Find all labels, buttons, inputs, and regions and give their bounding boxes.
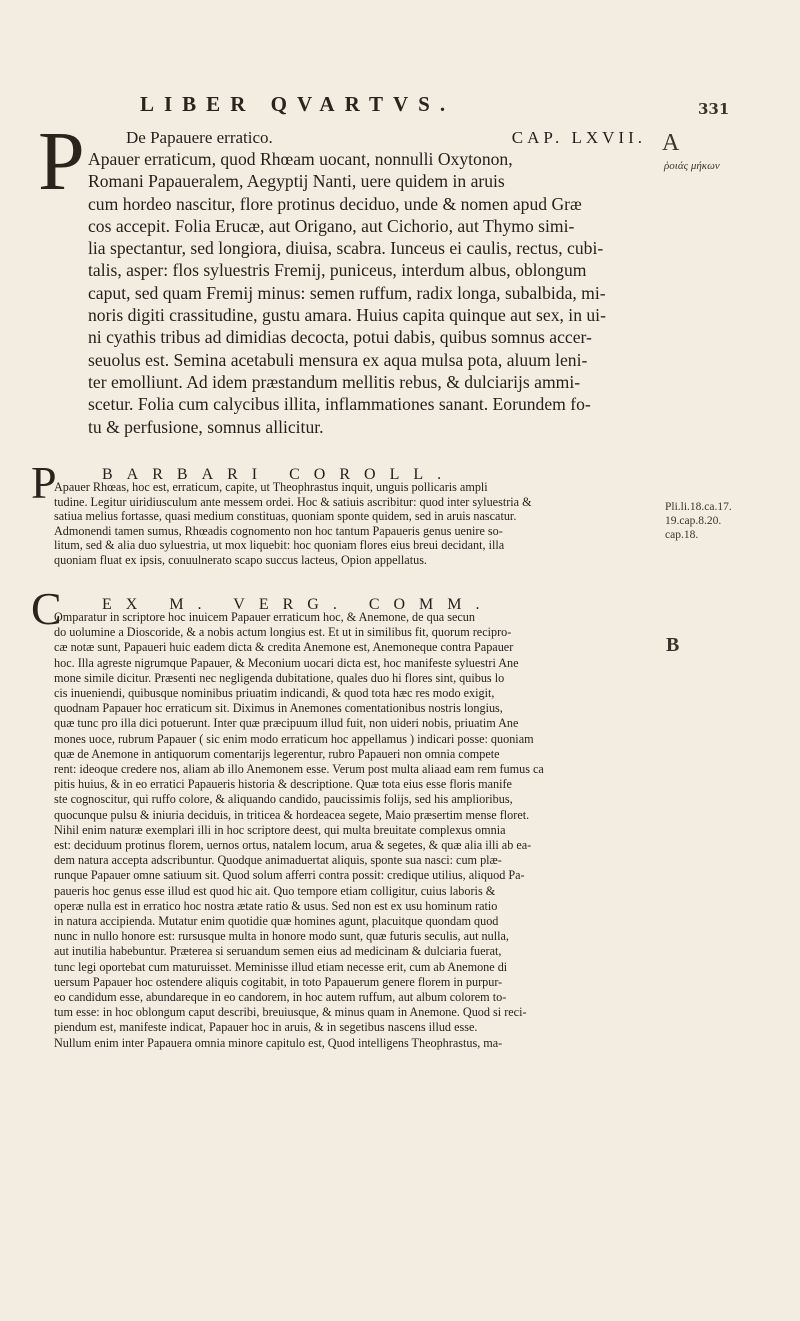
vergilius-line: paueris hoc genus esse illud est quod hic ait. Quo tempore etiam colligitur, cuius laboris & [54, 883, 496, 898]
chapter-section [28, 115, 650, 450]
vergilius-line: quæ de Anemone in antiquorum comentarijs legerentur, rubro Papaueri non omnia compete [54, 746, 500, 761]
chapter-line: lia spectantur, sed longiora, diuisa, scabra. Iunceus ei caulis, rectus, cubi- [88, 238, 604, 259]
vergilius-line: nunc in nullo honore est: rursusque multa in honore modo sunt, quæ futuris seculis, aut nulla, [54, 929, 509, 944]
chapter-line: scetur. Folia cum calycibus illita, inflammationes sanant. Eorundem fo- [88, 394, 591, 415]
barbari-line: litum, sed & alia duo syluestria, ut mox liquebit: hoc quoniam flores eius breui decidant, illa [54, 538, 505, 553]
chapter-number: CAP. LXVII. [511, 128, 646, 147]
vergilius-line: quocunque pulsu & iniuria deciduis, in triticea & hordeacea segete, Maio præsertim mense floret. [54, 807, 530, 822]
vergilius-line: est: deciduum protinus florem, uernos ortus, natalem locum, arua & segetes, & quæ alia illi ab ea- [54, 838, 532, 853]
vergilius-line: piendum est, manifeste indicat, Papauer hoc in aruis, & in segetibus nascens illud esse. [54, 1020, 478, 1035]
chapter-dropcap: P [38, 115, 85, 208]
barbari-line: Apauer Rhœas, hoc est, erraticum, capite, ut Theophrastus inquit, unguis pollicaris ampli [54, 480, 488, 494]
vergilius-line: quæ tunc pro illa dici potuerunt. Inter quæ præcipuum illud fuit, non uideri nobis, priuatim Ane [54, 716, 519, 731]
margin-ref: cap.18. [665, 529, 699, 541]
barbari-line: Admonendi tamen sumus, Rhœadis cognomento non hoc tantum Papaueris genus uenire so- [54, 523, 503, 538]
vergilius-line: runque Papauer omne satiuum sit. Quod solum afferri contra possit: credique utilius, aliquod Pa- [54, 868, 525, 883]
chapter-title: De Papauere erratico. [126, 128, 273, 147]
vergilius-line: do uolumine a Dioscoride, & a nobis actum longius est. Et ut in similibus fit, quorum recipro- [54, 625, 512, 640]
vergilius-line: Nullum enim inter Papauera omnia minore capitulo est, Quod intelligens Theophrastus, ma- [54, 1035, 503, 1050]
vergilius-line: in natura accipienda. Mutatur enim quotidie quæ homines agunt, placuitque quondam quod [54, 914, 499, 929]
vergilius-line: Nihil enim naturæ exemplari illi in hoc scriptore deest, qui multa breuitate complexus omnia [54, 822, 506, 837]
chapter-line: Apauer erraticum, quod Rhœam uocant, nonnulli Oxytonon, [88, 149, 513, 169]
vergilius-body [54, 610, 654, 1051]
vergilius-line: aut inutilia habebuntur. Præterea si seruandum semen eius ad medicinam & dulciaria fuerat, [54, 944, 502, 959]
vergilius-heading: EX M. VERG. COMM. [102, 596, 494, 613]
vergilius-line: tum esse: in hoc oblongum caput describi, breuiusque, & minus quam in Anemone. Quod si reci- [54, 1005, 527, 1020]
vergilius-line: tunc legi oportebat cum maturuisset. Meminisse illud etiam necesse erit, cum ab Anemone di [54, 959, 508, 974]
vergilius-line: eo candidum esse, abundareque in eo candorem, in hoc autem ruffum, aut album colorem to- [54, 990, 507, 1005]
margin-letter-b: B [666, 634, 680, 656]
vergilius-line: operæ nulla est in erratico hoc nostra ætate ratio & usus. Sed non est ex usu hominum ratio [54, 898, 498, 913]
barbari-dropcap: P [31, 457, 57, 508]
margin-letter-a: A [662, 130, 680, 156]
barbari-line: quoniam fluat ex ipsis, conuulnerato scapo succus lacteus, Opion appellatus. [54, 552, 427, 567]
commentary-vergilius [28, 583, 650, 1296]
barbari-heading: BARBARI COROLL. [102, 466, 456, 483]
chapter-heading [126, 128, 646, 148]
barbari-line: tudine. Legitur uiridiusculum ante messem ordei. Hoc & satiuis ascribitur: quod inter syluestria & [54, 494, 532, 509]
vergilius-line: hoc. Illa agreste nigrumque Papauer, & Meconium uocari dicta est, hoc manifeste syluestri Ane [54, 655, 519, 670]
vergilius-line: rent: ideoque credere nos, aliam ab illo Anemonem esse. Verum post multa aliaad eam rem fumus ca [54, 762, 544, 777]
margin-references [665, 500, 732, 542]
margin-ref: Pli.li.18.ca.17. [665, 501, 732, 513]
chapter-line: Romani Papaueralem, Aegyptij Nanti, uere quidem in aruis [88, 171, 505, 192]
commentary-barbari [28, 457, 650, 594]
chapter-line: seuolus est. Semina acetabuli mensura ex aqua mulsa pota, aluum leni- [88, 349, 588, 370]
chapter-line: tu & perfusione, somnus allicitur. [88, 416, 324, 437]
chapter-line: talis, asper: flos syluestris Fremij, puniceus, interdum albus, oblongum [88, 260, 587, 281]
margin-greek-note: ῥοιάς μήκων [664, 160, 720, 172]
chapter-body [88, 148, 650, 438]
vergilius-dropcap: C [31, 583, 62, 634]
chapter-line: ter emolliunt. Ad idem præstandum mellitis rebus, & dulciarijs ammi- [88, 371, 581, 392]
vergilius-line: cæ notæ sunt, Papaueri huic eadem dicta & credita Anemone est, Anemoneque contra Papauer [54, 640, 514, 655]
vergilius-line: mone simile dicitur. Præsenti nec negligenda dubitatione, quales duo hi flores sint, quibus lo [54, 670, 505, 685]
vergilius-line: Omparatur in scriptore hoc inuicem Papauer erraticum hoc, & Anemone, de qua secun [54, 610, 475, 624]
vergilius-line: ste cognoscitur, qui ruffo colore, & aliquando candido, paucissimis folijs, sed his amplioribus, [54, 792, 513, 807]
folio-number: 331 [698, 100, 730, 118]
chapter-line: ni cyathis tribus ad dimidias decocta, potui dabis, quibus somnus accer- [88, 327, 592, 348]
vergilius-line: uersum Papauer hoc ostendere aliquis cogitabit, in toto Papauerum genere florem in purpur- [54, 974, 503, 989]
margin-ref: 19.cap.8.20. [665, 515, 722, 527]
chapter-line: caput, sed quam Fremij minus: semen ruffum, radix longa, subalbida, mi- [88, 282, 606, 303]
vergilius-line: pitis huius, & in eo erratici Papaueris historia & descriptione. Quæ tota eius esse floris manife [54, 777, 512, 792]
vergilius-line: mones uoce, rubrum Papauer ( sic enim modo erraticum hoc appellamus ) indicari posse: quoniam [54, 731, 534, 746]
barbari-line: satiua melius fortasse, quasi medium constituas, quoniam sponte quidem, sed in aruis nascatur. [54, 509, 517, 524]
vergilius-line: cis inueniendi, quibusque nominibus priuatim indicandi, & quod tota hæc res modo exigit, [54, 686, 495, 701]
chapter-line: cos accepit. Folia Erucæ, aut Origano, aut Cichorio, aut Thymo simi- [88, 215, 575, 236]
vergilius-line: quodnam Papauer hoc erraticum sit. Diximus in Anemones comentationibus nostris longius, [54, 701, 503, 716]
barbari-body [54, 480, 654, 568]
chapter-line: noris digiti crassitudine, gustu amara. Huius capita quinque aut sex, in ui- [88, 305, 606, 326]
chapter-line: cum hordeo nascitur, flore protinus deciduo, unde & nomen apud Græ [88, 193, 582, 214]
vergilius-line: dem natura accepta adscribuntur. Quodque animaduertat aliquis, sponte sua nasci: cum plæ- [54, 853, 502, 868]
running-head: LIBER QVARTVS. [140, 92, 456, 116]
